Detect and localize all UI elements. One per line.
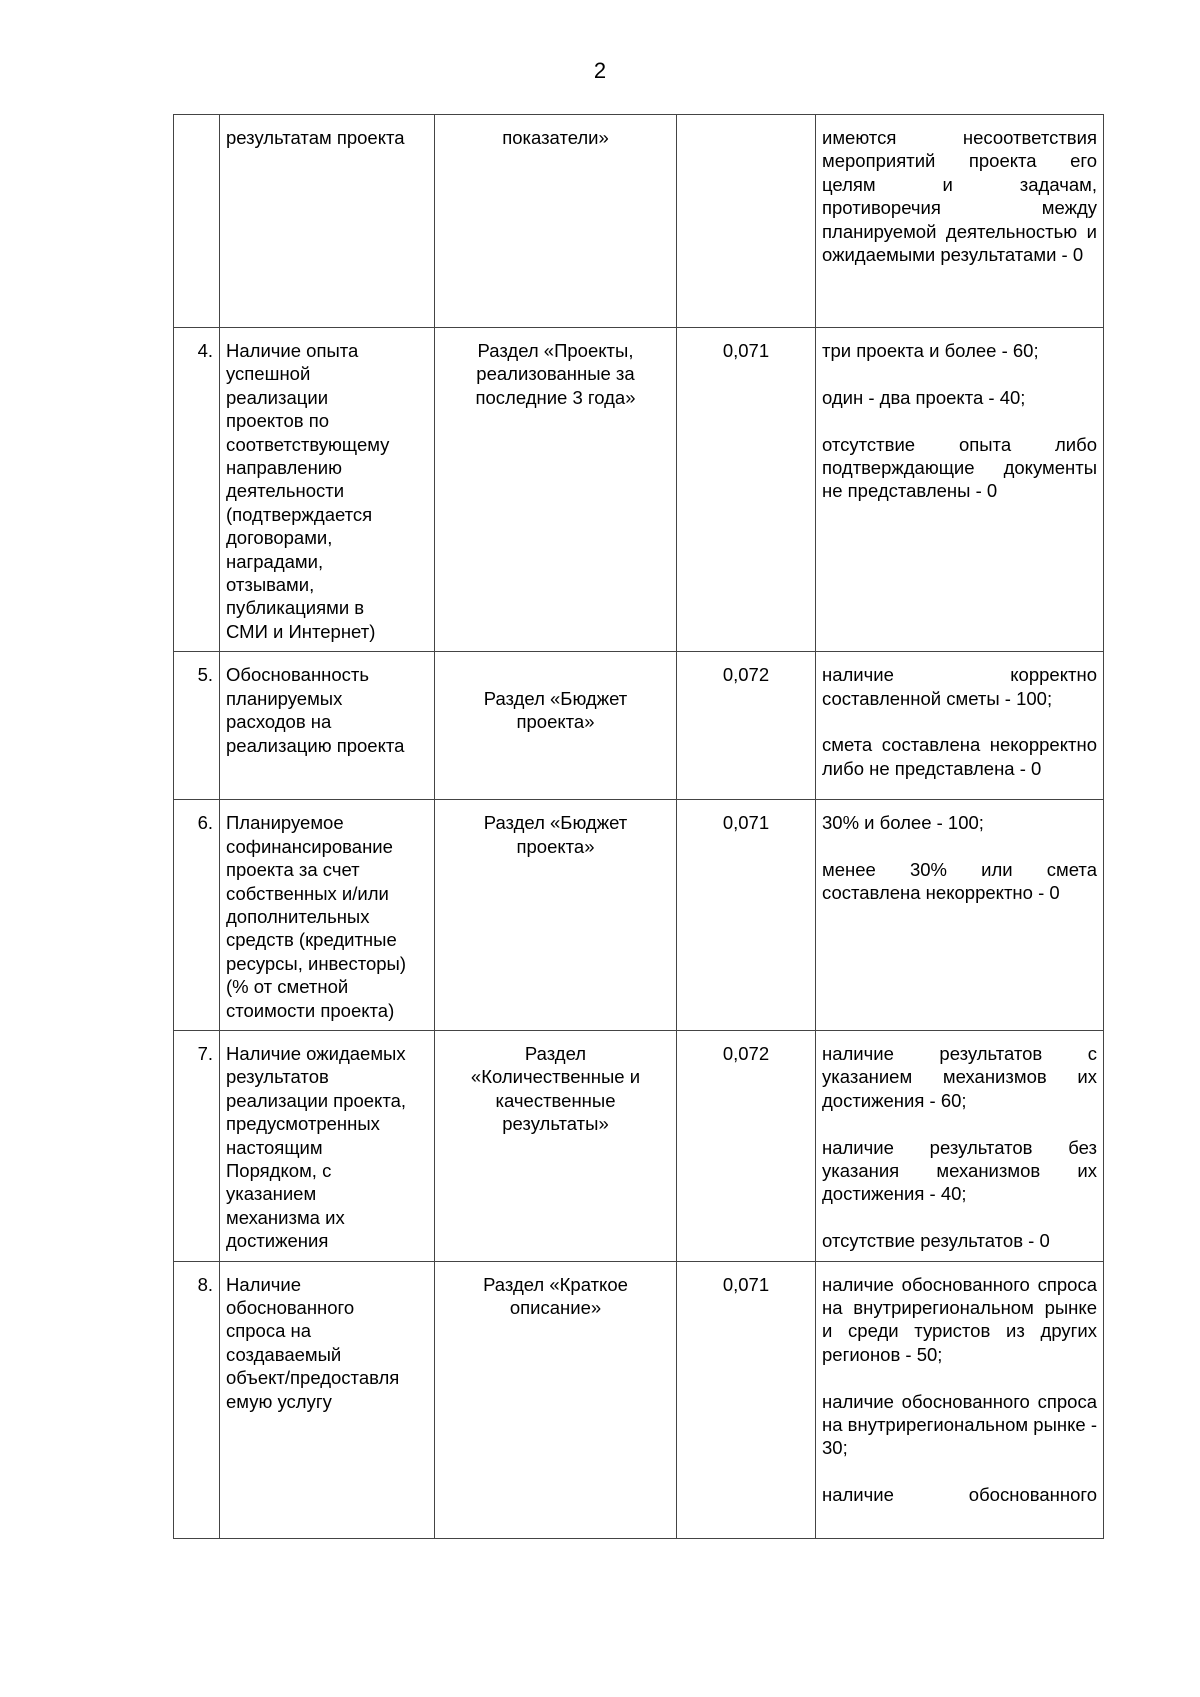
application-section-text: показатели»: [502, 127, 609, 148]
scoring-cell: [816, 652, 1104, 800]
score-item: три проекта и более - 60;: [822, 340, 1039, 361]
score-item: наличие обоснованного спроса на внутрирегиональном рынке и среди туристов из других регионов - 50;: [822, 1273, 1097, 1365]
table-row: [174, 800, 1104, 1031]
row-number: 7.: [174, 1030, 220, 1261]
weight-cell: 0,072: [677, 1030, 816, 1261]
application-section-text: Раздел «Краткое описание»: [483, 1273, 628, 1318]
criterion-cell: [220, 328, 435, 652]
score-item: имеются несоответствия мероприятий проекта его целям и задачам, противоречия между планируемой деятельностью и ожидаемыми результатами - 0: [822, 127, 1097, 266]
criterion-text: Наличие ожидаемых результатов реализации проекта, предусмотренных настоящим Порядком, с указанием механизма их достижения: [226, 1042, 407, 1252]
score-item: один - два проекта - 40;: [822, 386, 1026, 408]
scoring-cell: [816, 328, 1104, 652]
weight-cell: 0,071: [677, 328, 816, 652]
application-section-cell: [435, 1261, 677, 1538]
application-section-text: Раздел «Бюджет проекта»: [483, 687, 628, 733]
weight-cell: [677, 115, 816, 328]
application-section-cell: [435, 1030, 677, 1261]
score-item: наличие результатов с указанием механизмов их достижения - 60;: [822, 1042, 1097, 1111]
application-section-cell: [435, 652, 677, 800]
score-item: отсутствие результатов - 0: [822, 1230, 1050, 1252]
scoring-cell: [816, 1261, 1104, 1538]
criteria-table: [173, 114, 1104, 1539]
application-section-text: Раздел «Проекты, реализованные за последние 3 года»: [475, 340, 636, 408]
criterion-text: результатам проекта: [226, 127, 405, 148]
score-item: менее 30% или смета составлена некорректно - 0: [822, 859, 1097, 904]
scoring-cell: [816, 800, 1104, 1031]
row-number: 6.: [174, 800, 220, 1031]
criterion-cell: [220, 1030, 435, 1261]
table-row: [174, 1030, 1104, 1261]
score-item: наличие результатов без указания механизмов их достижения - 40;: [822, 1136, 1097, 1205]
table-row: [174, 652, 1104, 800]
score-item: 30% и более - 100;: [822, 812, 984, 834]
table-row: [174, 115, 1104, 328]
score-item: отсутствие опыта либо подтверждающие документы не представлены - 0: [822, 433, 1097, 502]
application-section-cell: [435, 328, 677, 652]
criterion-text: Планируемое софинансирование проекта за счет собственных и/или дополнительных средств (кредитные ресурсы, инвесторы) (% от сметной стоимости проекта): [226, 812, 406, 1021]
criterion-text: Обоснованность планируемых расходов на реализацию проекта: [226, 664, 405, 756]
criterion-cell: [220, 652, 435, 800]
criteria-table-body: [174, 115, 1104, 1539]
application-section-cell: [435, 115, 677, 328]
row-number: [174, 115, 220, 328]
row-number: 5.: [174, 652, 220, 800]
weight-cell: 0,071: [677, 1261, 816, 1538]
scoring-cell: [816, 1030, 1104, 1261]
criterion-cell: [220, 1261, 435, 1538]
row-number: 4.: [174, 328, 220, 652]
table-row: [174, 328, 1104, 652]
criterion-text: Наличие опыта успешной реализации проектов по соответствующему направлению деятельности (подтверждается договорами, наградами, отзывами, публикациями в СМИ и Интернет): [226, 340, 390, 642]
row-number: 8.: [174, 1261, 220, 1538]
score-item: наличие обоснованного: [822, 1484, 1097, 1506]
page-number: 2: [593, 58, 607, 83]
score-item: смета составлена некорректно либо не представлена - 0: [822, 734, 1097, 779]
application-section-text: Раздел «Количественные и качественные результаты»: [470, 1042, 641, 1135]
weight-cell: 0,071: [677, 800, 816, 1031]
scoring-cell: [816, 115, 1104, 328]
criterion-cell: [220, 800, 435, 1031]
score-item: наличие обоснованного спроса на внутрирегиональном рынке - 30;: [822, 1390, 1097, 1459]
criterion-cell: [220, 115, 435, 328]
score-item: наличие корректно составленной сметы - 100;: [822, 664, 1097, 709]
application-section-cell: [435, 800, 677, 1031]
application-section-text: Раздел «Бюджет проекта»: [483, 812, 628, 857]
criterion-text: Наличие обоснованного спроса на создаваемый объект/предоставля емую услугу: [226, 1273, 400, 1412]
weight-cell: 0,072: [677, 652, 816, 800]
table-row: [174, 1261, 1104, 1538]
